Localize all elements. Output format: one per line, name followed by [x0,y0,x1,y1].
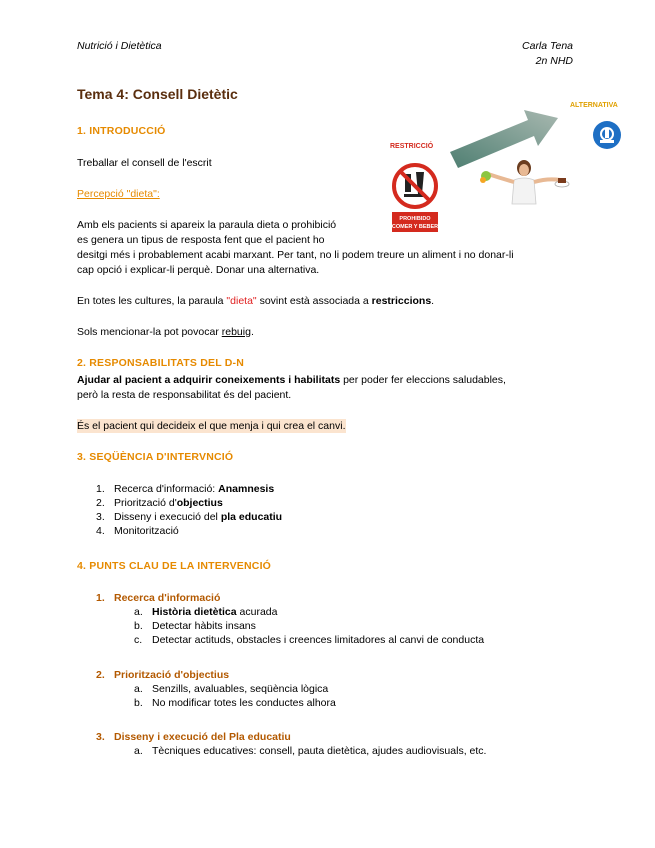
sign-text-1: PROHIBIDO [399,216,431,222]
key-point-group-1 [96,591,484,647]
list-item: 1. Recerca d'informació: Anamnesis [96,483,275,495]
p3-restriccions: restriccions [371,295,432,307]
page-title: Tema 4: Consell Dietètic [77,86,238,102]
section-4-heading: 4. PUNTS CLAU DE LA INTERVENCIÓ [77,560,272,572]
responsibilities-line-2: però la resta de responsabilitat és del pacient. [77,389,292,401]
key-point-title: 3. Disseny i execució del Pla educatiu [96,731,291,743]
intro-paragraph-2-line-3: desitgi més i probablement acabi marxant. Per tant, no li podem treure un aliment i no donar-li [77,249,514,261]
section-2-heading: 2. RESPONSABILITATS DEL D-N [77,357,244,369]
p4-end: . [250,326,254,338]
percepcio-dieta-link[interactable]: Percepció "dieta": [77,188,160,200]
list-item: a. Història dietètica acurada [134,606,278,618]
restriction-alternative-figure [386,100,626,240]
sign-text-2: COMER Y BEBER [391,224,439,230]
section-1-heading: 1. INTRODUCCIÓ [77,125,166,137]
key-point-group-2 [96,668,336,710]
responsibilities-bold: Ajudar al pacient a adquirir coneixements i habilitats [77,374,341,386]
restriccio-label: RESTRICCIÓ [390,143,434,150]
woman-choosing-food-icon [478,158,570,212]
intro-paragraph-4 [77,325,254,339]
p3-end: . [431,295,435,307]
header-course: 2n NHD [535,55,573,67]
p4-rebuig: rebuig [221,326,251,338]
responsibilities-rest: per poder fer eleccions saludables, [340,374,506,386]
list-item: a. Tècniques educatives: consell, pauta dietètica, ajudes audiovisuals, etc. [134,745,487,757]
responsibilities-line-1 [77,373,506,387]
key-point-title: 1. Recerca d'informació [96,592,221,604]
header-author: Carla Tena [522,40,573,52]
list-item: 2. Priorització d'objectius [96,497,223,509]
intro-paragraph-2-line-4: cap opció i explicar-li perquè. Donar una alternativa. [77,264,320,276]
section-3-heading: 3. SEQÜÈNCIA D'INTERVNCIÓ [77,451,234,463]
p3-dieta: "dieta" [226,295,257,307]
header-subject: Nutrició i Dietètica [77,40,162,52]
intro-paragraph-3 [77,294,434,308]
list-item: c. Detectar actituds, obstacles i creences limitadores al canvi de conducta [134,634,485,646]
intervention-sequence-list [96,482,282,538]
intro-paragraph-2-line-1: Amb els pacients si apareix la paraula dieta o prohibició [77,219,337,231]
intro-paragraph-1: Treballar el consell de l'escrit [77,157,212,169]
p4-pre: Sols mencionar-la pot povocar [77,326,222,338]
highlighted-statement: És el pacient qui decideix el que menja i qui crea el canvi. [77,420,346,432]
list-item: b. Detectar hàbits insans [134,620,256,632]
list-item: b. No modificar totes les conductes alhora [134,697,336,709]
prohibited-sign-icon [390,160,440,234]
intro-paragraph-2-line-2: es genera un tipus de resposta fent que el pacient ho [77,234,325,246]
p3-mid: sovint està associada a [256,295,372,307]
list-item: a. Senzills, avaluables, seqüència lògica [134,683,329,695]
list-item: 3. Disseny i execució del pla educatiu [96,511,283,523]
key-point-title: 2. Priorització d'objectius [96,669,230,681]
key-point-group-3 [96,730,486,758]
alternativa-label: ALTERNATIVA [570,102,618,109]
list-item: 4. Monitorització [96,525,179,537]
allowed-food-icon [592,120,622,150]
p3-pre: En totes les cultures, la paraula [77,295,227,307]
